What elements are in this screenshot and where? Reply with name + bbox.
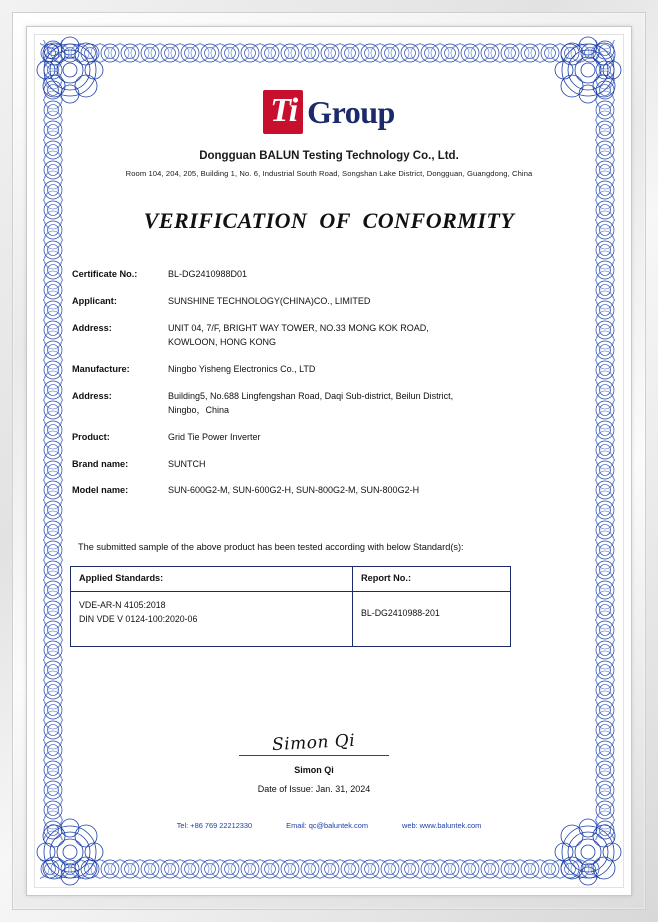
field-value	[168, 390, 588, 418]
logo-wordmark: Group	[307, 94, 395, 130]
footer-contacts	[70, 821, 588, 830]
field-label: Manufacture:	[72, 363, 130, 374]
table-header-row	[71, 567, 511, 592]
table-header-applied-standards: Applied Standards:	[71, 567, 353, 592]
issue-date: Date of Issue: Jan. 31, 2024	[257, 784, 371, 795]
footer-tel: Tel: +86 769 22212330	[176, 821, 253, 830]
conformity-statement: The submitted sample of the above product has been tested according with below Standard(s):	[78, 542, 464, 553]
field-row-model-name	[72, 484, 588, 498]
field-value: BL-DG2410988D01	[168, 269, 248, 279]
field-row-manufacture-address	[72, 390, 588, 418]
field-value-line2: KOWLOON, HONG KONG	[168, 336, 277, 347]
issuer-company-name: Dongguan BALUN Testing Technology Co., Ltd.	[199, 150, 459, 162]
field-row-applicant-address	[72, 322, 588, 350]
field-row-certificate-no	[72, 268, 588, 282]
field-value-line1: Building5, No.688 Lingfengshan Road, Daqi Sub-district, Beilun District,	[168, 390, 454, 401]
field-row-product	[72, 431, 588, 445]
table-row	[71, 592, 511, 647]
field-value-line2: Ningbo，China	[168, 404, 230, 415]
field-row-applicant	[72, 295, 588, 309]
field-value: SUN-600G2-M, SUN-600G2-H, SUN-800G2-M, SUN-800G2-H	[168, 485, 420, 496]
standard-item: DIN VDE V 0124-100:2020-06	[79, 614, 198, 625]
field-label: Address:	[72, 322, 112, 333]
footer-email[interactable]: Email: qc@baluntek.com	[286, 821, 368, 830]
field-label: Brand name:	[72, 458, 129, 469]
field-label: Product:	[72, 431, 110, 442]
field-row-manufacture	[72, 363, 588, 377]
logo-mark: Ti	[263, 90, 303, 134]
brand-logo	[70, 90, 588, 136]
standards-table	[70, 566, 511, 647]
signatory-name: Simon Qi	[294, 765, 334, 776]
table-header-report-no: Report No.:	[353, 567, 511, 592]
field-label: Certificate No.:	[72, 269, 138, 279]
field-label: Address:	[72, 390, 112, 401]
footer-website[interactable]: web: www.baluntek.com	[402, 821, 482, 830]
standard-item: VDE-AR-N 4105:2018	[79, 600, 166, 611]
certificate-fields	[70, 268, 588, 498]
cell-report-no: BL-DG2410988-201	[353, 592, 511, 647]
certificate-content	[70, 62, 588, 852]
field-value: Grid Tie Power Inverter	[168, 431, 261, 442]
field-value: SUNSHINE TECHNOLOGY(CHINA)CO., LIMITED	[168, 295, 371, 306]
field-value-line1: UNIT 04, 7/F, BRIGHT WAY TOWER, NO.33 MONG KOK ROAD,	[168, 322, 429, 333]
field-value: Ningbo Yisheng Electronics Co., LTD	[168, 363, 316, 374]
field-label: Applicant:	[72, 295, 117, 306]
signature-handwriting: Simon Qi	[271, 731, 357, 756]
field-value	[168, 322, 588, 350]
field-value: SUNTCH	[168, 458, 206, 469]
signature-block	[70, 733, 588, 794]
issuer-company-address: Room 104, 204, 205, Building 1, No. 6, Industrial South Road, Songshan Lake District, Dongguan, Guangdong, China	[125, 169, 533, 178]
field-row-brand-name	[72, 458, 588, 472]
document-title: VERIFICATION OF CONFORMITY	[143, 208, 515, 233]
signature-line	[239, 755, 389, 756]
field-label: Model name:	[72, 485, 129, 496]
cell-applied-standards	[71, 592, 353, 647]
